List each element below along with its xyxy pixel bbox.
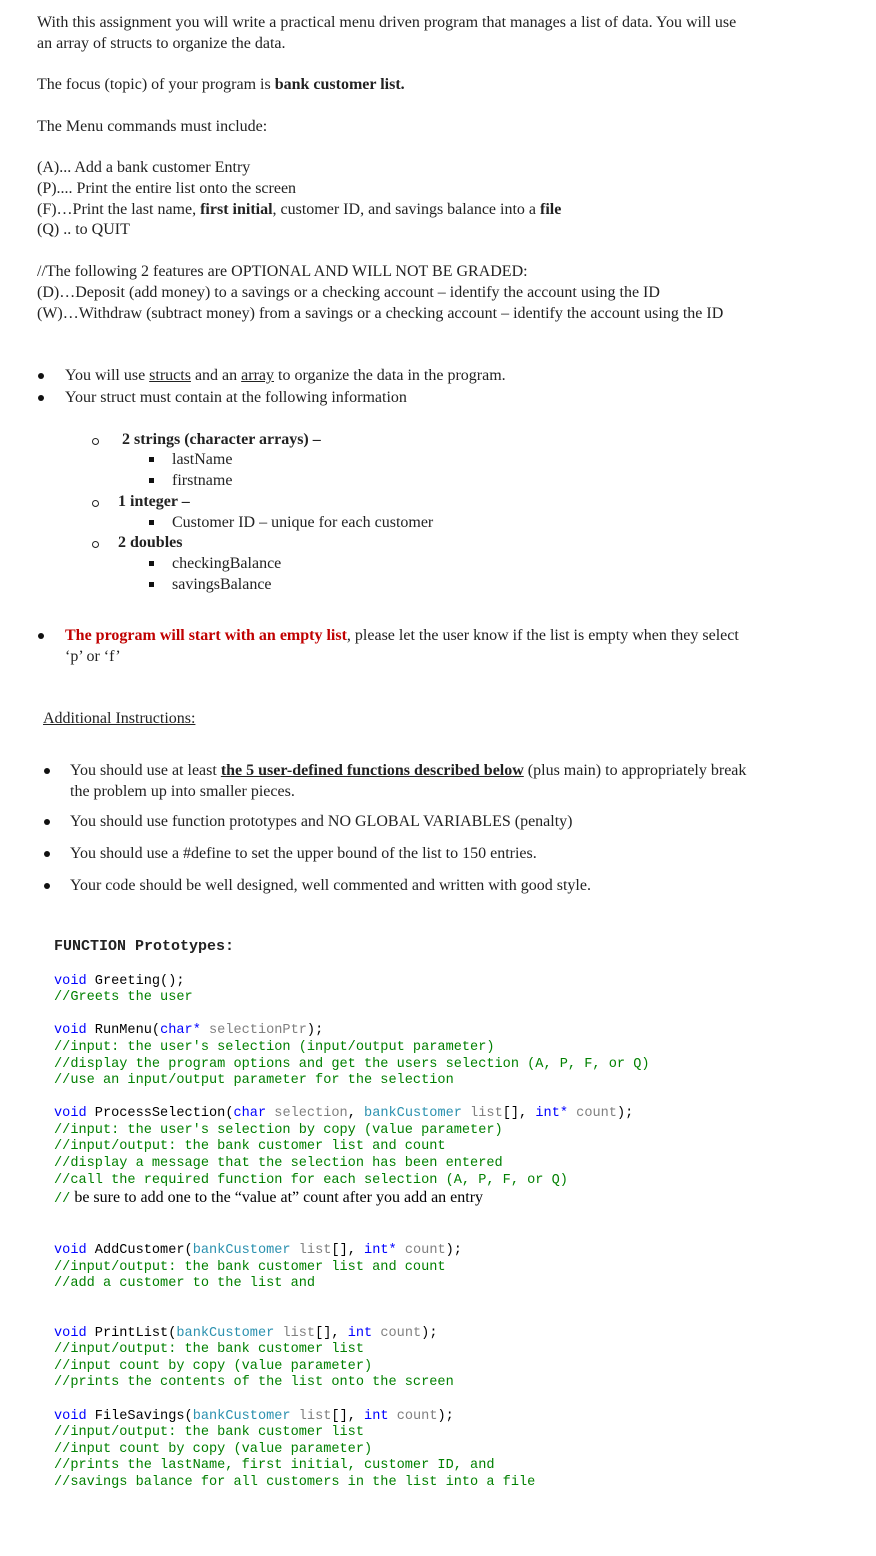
optional-item-d: (D)…Deposit (add money) to a savings or a checking account – identify the account using the ID (37, 284, 660, 301)
greeting-signature (54, 974, 185, 991)
add-signature (54, 1243, 462, 1260)
circle-bullet-icon (92, 500, 99, 507)
print-param-1: list (274, 1326, 316, 1341)
menu-item-p: (P).... Print the entire list onto the screen (37, 180, 297, 197)
circle-bullet-icon (92, 438, 99, 445)
process-param-2: list (461, 1106, 503, 1121)
print-name: PrintList( (94, 1326, 177, 1341)
process-sep-2: [], (502, 1106, 536, 1121)
square-bullet-icon (149, 457, 154, 462)
file-sep: [], (331, 1409, 365, 1424)
runmenu-name: RunMenu( (94, 1023, 161, 1038)
file-signature (54, 1409, 454, 1426)
menu-item-q: (Q) .. to QUIT (37, 221, 130, 238)
process-sep-1: , (347, 1106, 365, 1121)
function-prototypes-heading: FUNCTION Prototypes: (54, 938, 235, 955)
focus-line (37, 75, 405, 95)
print-comment-3: //prints the contents of the list onto the screen (54, 1375, 454, 1390)
menu-f-bold1: first initial (200, 201, 273, 218)
process-c5-text: be sure to add one to the “value at” count after you add an entry (70, 1189, 484, 1206)
i1-post: (plus main) to appropriately break (523, 762, 747, 779)
void-keyword: void (54, 1023, 95, 1038)
runmenu-type: char* (160, 1023, 201, 1038)
instruction-3: You should use a #define to set the upper bound of the list to 150 entries. (70, 845, 537, 862)
file-comment-1: //input/output: the bank customer list (54, 1425, 364, 1440)
process-comment-4: //call the required function for each selection (A, P, F, or Q) (54, 1173, 568, 1188)
process-signature (54, 1106, 633, 1123)
void-keyword: void (54, 1243, 95, 1258)
add-type-2: int* (364, 1243, 397, 1258)
intro-line-1: With this assignment you will write a practical menu driven program that manages a list of data. You will use (37, 14, 737, 31)
print-param-2: count (372, 1326, 422, 1341)
focus-prefix: The focus (topic) of your program is (37, 76, 275, 93)
add-name: AddCustomer( (94, 1243, 193, 1258)
circle-bullet-icon (92, 541, 99, 548)
optional-heading: //The following 2 features are OPTIONAL AND WILL NOT BE GRADED: (37, 263, 528, 280)
doubles-label: 2 doubles (118, 534, 183, 551)
file-comment-3: //prints the lastName, first initial, customer ID, and (54, 1458, 495, 1473)
i1-bold: the 5 user-defined functions described below (220, 762, 524, 779)
add-comment-2: //add a customer to the list and (54, 1276, 316, 1291)
menu-item-a: (A)... Add a bank customer Entry (37, 159, 251, 176)
add-comment-1: //input/output: the bank customer list and count (54, 1260, 446, 1275)
process-end: ); (616, 1106, 634, 1121)
file-name: FileSavings( (94, 1409, 193, 1424)
void-keyword: void (54, 1106, 95, 1121)
process-comment-1: //input: the user's selection by copy (value parameter) (54, 1123, 503, 1138)
process-param-3: count (568, 1106, 617, 1121)
runmenu-signature (54, 1023, 323, 1040)
struct-bullet-1 (65, 366, 506, 386)
file-param-2: count (388, 1409, 438, 1424)
file-comment-4: //savings balance for all customers in the list into a file (54, 1475, 536, 1490)
process-type-3: int* (535, 1106, 569, 1121)
bullet-icon (44, 819, 50, 825)
menu-f-bold2: file (540, 201, 562, 218)
square-bullet-icon (149, 520, 154, 525)
b1-post: to organize the data in the program. (274, 367, 506, 384)
field-firstname: firstname (172, 472, 233, 489)
process-c5-slashes: // (54, 1192, 71, 1207)
print-sep: [], (315, 1326, 348, 1341)
add-param-2: count (396, 1243, 446, 1258)
instruction-1 (70, 761, 746, 781)
empty-note-line-1 (65, 626, 739, 646)
optional-item-w: (W)…Withdraw (subtract money) from a savings or a checking account – identify the account using the ID (37, 305, 724, 322)
intro-line-2: an array of structs to organize the data. (37, 35, 286, 52)
b1-mid: and an (190, 367, 242, 384)
field-checking-balance: checkingBalance (172, 555, 282, 572)
empty-note-line-2: ‘p’ or ‘f’ (65, 648, 121, 665)
process-param-1: selection (266, 1106, 348, 1121)
empty-note-red: The program will start with an empty list (65, 627, 347, 644)
add-sep: [], (331, 1243, 365, 1258)
menu-f-part2: , customer ID, and savings balance into a (272, 201, 541, 218)
instruction-4: Your code should be well designed, well commented and written with good style. (70, 877, 591, 894)
print-signature (54, 1326, 437, 1343)
bullet-icon (38, 395, 44, 401)
runmenu-end: ); (306, 1023, 324, 1038)
i1-pre: You should use at least (70, 762, 221, 779)
field-savings-balance: savingsBalance (172, 576, 272, 593)
runmenu-param: selectionPtr (200, 1023, 307, 1038)
instruction-2: You should use function prototypes and NO GLOBAL VARIABLES (penalty) (70, 813, 573, 830)
greeting-comment-1: //Greets the user (54, 990, 193, 1005)
b1-array: array (241, 367, 275, 384)
file-param-1: list (290, 1409, 332, 1424)
process-comment-3: //display a message that the selection has been entered (54, 1156, 503, 1171)
file-comment-2: //input count by copy (value parameter) (54, 1442, 373, 1457)
runmenu-comment-2: //display the program options and get the users selection (A, P, F, or Q) (54, 1057, 650, 1072)
struct-bullet-2: Your struct must contain at the following information (65, 389, 407, 406)
additional-heading: Additional Instructions: (43, 710, 196, 727)
field-customer-id: Customer ID – unique for each customer (172, 514, 434, 531)
runmenu-comment-1: //input: the user's selection (input/output parameter) (54, 1040, 495, 1055)
add-param-1: list (290, 1243, 332, 1258)
b1-structs: structs (149, 367, 191, 384)
print-comment-1: //input/output: the bank customer list (54, 1342, 364, 1357)
print-end: ); (421, 1326, 438, 1341)
square-bullet-icon (149, 582, 154, 587)
menu-heading: The Menu commands must include: (37, 118, 268, 135)
process-name: ProcessSelection( (94, 1106, 234, 1121)
file-type-2: int (364, 1409, 389, 1424)
bullet-icon (38, 633, 44, 639)
greeting-name: Greeting(); (94, 974, 185, 989)
bullet-icon (44, 883, 50, 889)
void-keyword: void (54, 1326, 95, 1341)
process-comment-2: //input/output: the bank customer list and count (54, 1139, 446, 1154)
runmenu-comment-3: //use an input/output parameter for the selection (54, 1073, 454, 1088)
square-bullet-icon (149, 478, 154, 483)
void-keyword: void (54, 974, 95, 989)
instruction-1-line-2: the problem up into smaller pieces. (70, 783, 295, 800)
square-bullet-icon (149, 561, 154, 566)
empty-note-rest: , please let the user know if the list is empty when they select (346, 627, 739, 644)
process-comment-5 (54, 1190, 483, 1209)
menu-f-part1: (F)…Print the last name, (37, 201, 201, 218)
menu-item-f (37, 200, 561, 220)
file-end: ); (437, 1409, 454, 1424)
process-type-2: bankCustomer (364, 1106, 462, 1121)
bullet-icon (44, 768, 50, 774)
integer-label: 1 integer – (118, 493, 190, 510)
field-lastname: lastName (172, 451, 233, 468)
focus-topic: bank customer list. (274, 76, 405, 93)
print-comment-2: //input count by copy (value parameter) (54, 1359, 373, 1374)
print-type-2: int (347, 1326, 373, 1341)
strings-label: 2 strings (character arrays) – (122, 431, 321, 448)
void-keyword: void (54, 1409, 95, 1424)
add-end: ); (445, 1243, 462, 1258)
bullet-icon (38, 373, 44, 379)
b1-pre: You will use (65, 367, 150, 384)
bullet-icon (44, 851, 50, 857)
add-type-1: bankCustomer (192, 1243, 291, 1258)
print-type-1: bankCustomer (176, 1326, 275, 1341)
file-type-1: bankCustomer (192, 1409, 291, 1424)
process-type-1: char (233, 1106, 267, 1121)
